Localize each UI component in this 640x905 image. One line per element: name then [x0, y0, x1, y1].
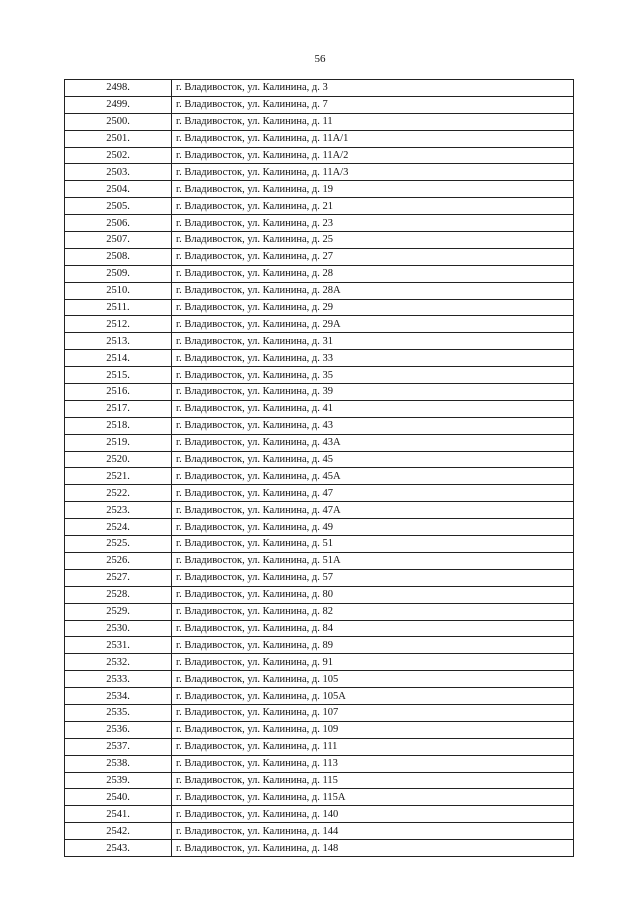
table-row [65, 147, 574, 164]
table-row [65, 333, 574, 350]
table-row [65, 282, 574, 299]
address-cell: г. Владивосток, ул. Калинина, д. 113 [172, 755, 574, 772]
address-cell: г. Владивосток, ул. Калинина, д. 51 [172, 536, 574, 553]
row-number-cell: 2506. [65, 215, 172, 232]
row-number-cell: 2517. [65, 400, 172, 417]
address-cell: г. Владивосток, ул. Калинина, д. 29 [172, 299, 574, 316]
address-cell: г. Владивосток, ул. Калинина, д. 33 [172, 350, 574, 367]
row-number-cell: 2512. [65, 316, 172, 333]
table-row [65, 823, 574, 840]
table-row [65, 704, 574, 721]
row-number-cell: 2513. [65, 333, 172, 350]
table-row [65, 840, 574, 857]
address-cell: г. Владивосток, ул. Калинина, д. 47 [172, 485, 574, 502]
address-cell: г. Владивосток, ул. Калинина, д. 27 [172, 248, 574, 265]
row-number-cell: 2543. [65, 840, 172, 857]
table-row [65, 181, 574, 198]
page-number: 56 [314, 53, 326, 65]
row-number-cell: 2505. [65, 198, 172, 215]
table-row [65, 265, 574, 282]
row-number-cell: 2532. [65, 654, 172, 671]
address-cell: г. Владивосток, ул. Калинина, д. 23 [172, 215, 574, 232]
row-number-cell: 2536. [65, 721, 172, 738]
row-number-cell: 2524. [65, 519, 172, 536]
row-number-cell: 2498. [65, 80, 172, 97]
row-number-cell: 2504. [65, 181, 172, 198]
row-number-cell: 2542. [65, 823, 172, 840]
table-row [65, 468, 574, 485]
table-row [65, 552, 574, 569]
address-cell: г. Владивосток, ул. Калинина, д. 29А [172, 316, 574, 333]
address-cell: г. Владивосток, ул. Калинина, д. 105 [172, 671, 574, 688]
table-row [65, 806, 574, 823]
address-cell: г. Владивосток, ул. Калинина, д. 11А/3 [172, 164, 574, 181]
address-cell: г. Владивосток, ул. Калинина, д. 109 [172, 721, 574, 738]
address-cell: г. Владивосток, ул. Калинина, д. 31 [172, 333, 574, 350]
row-number-cell: 2518. [65, 417, 172, 434]
address-cell: г. Владивосток, ул. Калинина, д. 11А/1 [172, 130, 574, 147]
address-cell: г. Владивосток, ул. Калинина, д. 25 [172, 232, 574, 249]
table-row [65, 215, 574, 232]
row-number-cell: 2520. [65, 451, 172, 468]
row-number-cell: 2525. [65, 536, 172, 553]
address-cell: г. Владивосток, ул. Калинина, д. 11 [172, 113, 574, 130]
row-number-cell: 2537. [65, 738, 172, 755]
row-number-cell: 2522. [65, 485, 172, 502]
address-cell: г. Владивосток, ул. Калинина, д. 144 [172, 823, 574, 840]
row-number-cell: 2519. [65, 434, 172, 451]
row-number-cell: 2531. [65, 637, 172, 654]
row-number-cell: 2526. [65, 552, 172, 569]
table-row [65, 620, 574, 637]
table-row [65, 654, 574, 671]
address-cell: г. Владивосток, ул. Калинина, д. 45 [172, 451, 574, 468]
row-number-cell: 2514. [65, 350, 172, 367]
address-cell: г. Владивосток, ул. Калинина, д. 28А [172, 282, 574, 299]
table-row [65, 198, 574, 215]
row-number-cell: 2510. [65, 282, 172, 299]
address-cell: г. Владивосток, ул. Калинина, д. 39 [172, 384, 574, 401]
row-number-cell: 2521. [65, 468, 172, 485]
address-cell: г. Владивосток, ул. Калинина, д. 111 [172, 738, 574, 755]
table-row [65, 586, 574, 603]
table-row [65, 671, 574, 688]
table-row [65, 451, 574, 468]
address-cell: г. Владивосток, ул. Калинина, д. 7 [172, 96, 574, 113]
table-row [65, 80, 574, 97]
address-cell: г. Владивосток, ул. Калинина, д. 43 [172, 417, 574, 434]
address-cell: г. Владивосток, ул. Калинина, д. 89 [172, 637, 574, 654]
row-number-cell: 2539. [65, 772, 172, 789]
row-number-cell: 2538. [65, 755, 172, 772]
table-row [65, 299, 574, 316]
address-cell: г. Владивосток, ул. Калинина, д. 49 [172, 519, 574, 536]
row-number-cell: 2508. [65, 248, 172, 265]
row-number-cell: 2503. [65, 164, 172, 181]
table-row [65, 384, 574, 401]
table-row [65, 721, 574, 738]
address-cell: г. Владивосток, ул. Калинина, д. 28 [172, 265, 574, 282]
address-cell: г. Владивосток, ул. Калинина, д. 3 [172, 80, 574, 97]
address-cell: г. Владивосток, ул. Калинина, д. 47А [172, 502, 574, 519]
table-row [65, 400, 574, 417]
address-cell: г. Владивосток, ул. Калинина, д. 107 [172, 704, 574, 721]
table-row [65, 519, 574, 536]
row-number-cell: 2530. [65, 620, 172, 637]
row-number-cell: 2511. [65, 299, 172, 316]
address-cell: г. Владивосток, ул. Калинина, д. 84 [172, 620, 574, 637]
row-number-cell: 2527. [65, 569, 172, 586]
table-row [65, 688, 574, 705]
table-row [65, 772, 574, 789]
table-row [65, 350, 574, 367]
address-cell: г. Владивосток, ул. Калинина, д. 115А [172, 789, 574, 806]
table-row [65, 232, 574, 249]
row-number-cell: 2502. [65, 147, 172, 164]
table-row [65, 248, 574, 265]
table-row [65, 569, 574, 586]
row-number-cell: 2507. [65, 232, 172, 249]
address-cell: г. Владивосток, ул. Калинина, д. 148 [172, 840, 574, 857]
row-number-cell: 2534. [65, 688, 172, 705]
address-cell: г. Владивосток, ул. Калинина, д. 11А/2 [172, 147, 574, 164]
row-number-cell: 2533. [65, 671, 172, 688]
table-row [65, 417, 574, 434]
row-number-cell: 2501. [65, 130, 172, 147]
address-cell: г. Владивосток, ул. Калинина, д. 41 [172, 400, 574, 417]
table-row [65, 502, 574, 519]
table-row [65, 316, 574, 333]
table-row [65, 637, 574, 654]
table-row [65, 738, 574, 755]
address-cell: г. Владивосток, ул. Калинина, д. 45А [172, 468, 574, 485]
table-row [65, 164, 574, 181]
address-cell: г. Владивосток, ул. Калинина, д. 91 [172, 654, 574, 671]
row-number-cell: 2529. [65, 603, 172, 620]
address-cell: г. Владивосток, ул. Калинина, д. 51А [172, 552, 574, 569]
address-table-body [65, 80, 574, 857]
address-table [64, 79, 574, 857]
row-number-cell: 2499. [65, 96, 172, 113]
row-number-cell: 2540. [65, 789, 172, 806]
address-cell: г. Владивосток, ул. Калинина, д. 80 [172, 586, 574, 603]
table-row [65, 130, 574, 147]
row-number-cell: 2500. [65, 113, 172, 130]
table-row [65, 113, 574, 130]
row-number-cell: 2516. [65, 384, 172, 401]
table-row [65, 536, 574, 553]
table-row [65, 603, 574, 620]
row-number-cell: 2535. [65, 704, 172, 721]
address-cell: г. Владивосток, ул. Калинина, д. 140 [172, 806, 574, 823]
table-row [65, 755, 574, 772]
address-cell: г. Владивосток, ул. Калинина, д. 105А [172, 688, 574, 705]
table-row [65, 789, 574, 806]
address-cell: г. Владивосток, ул. Калинина, д. 115 [172, 772, 574, 789]
address-cell: г. Владивосток, ул. Калинина, д. 21 [172, 198, 574, 215]
table-row [65, 434, 574, 451]
table-row [65, 96, 574, 113]
row-number-cell: 2541. [65, 806, 172, 823]
address-cell: г. Владивосток, ул. Калинина, д. 43А [172, 434, 574, 451]
row-number-cell: 2523. [65, 502, 172, 519]
address-cell: г. Владивосток, ул. Калинина, д. 82 [172, 603, 574, 620]
row-number-cell: 2509. [65, 265, 172, 282]
address-cell: г. Владивосток, ул. Калинина, д. 35 [172, 367, 574, 384]
address-cell: г. Владивосток, ул. Калинина, д. 19 [172, 181, 574, 198]
row-number-cell: 2528. [65, 586, 172, 603]
address-cell: г. Владивосток, ул. Калинина, д. 57 [172, 569, 574, 586]
table-row [65, 367, 574, 384]
row-number-cell: 2515. [65, 367, 172, 384]
table-row [65, 485, 574, 502]
